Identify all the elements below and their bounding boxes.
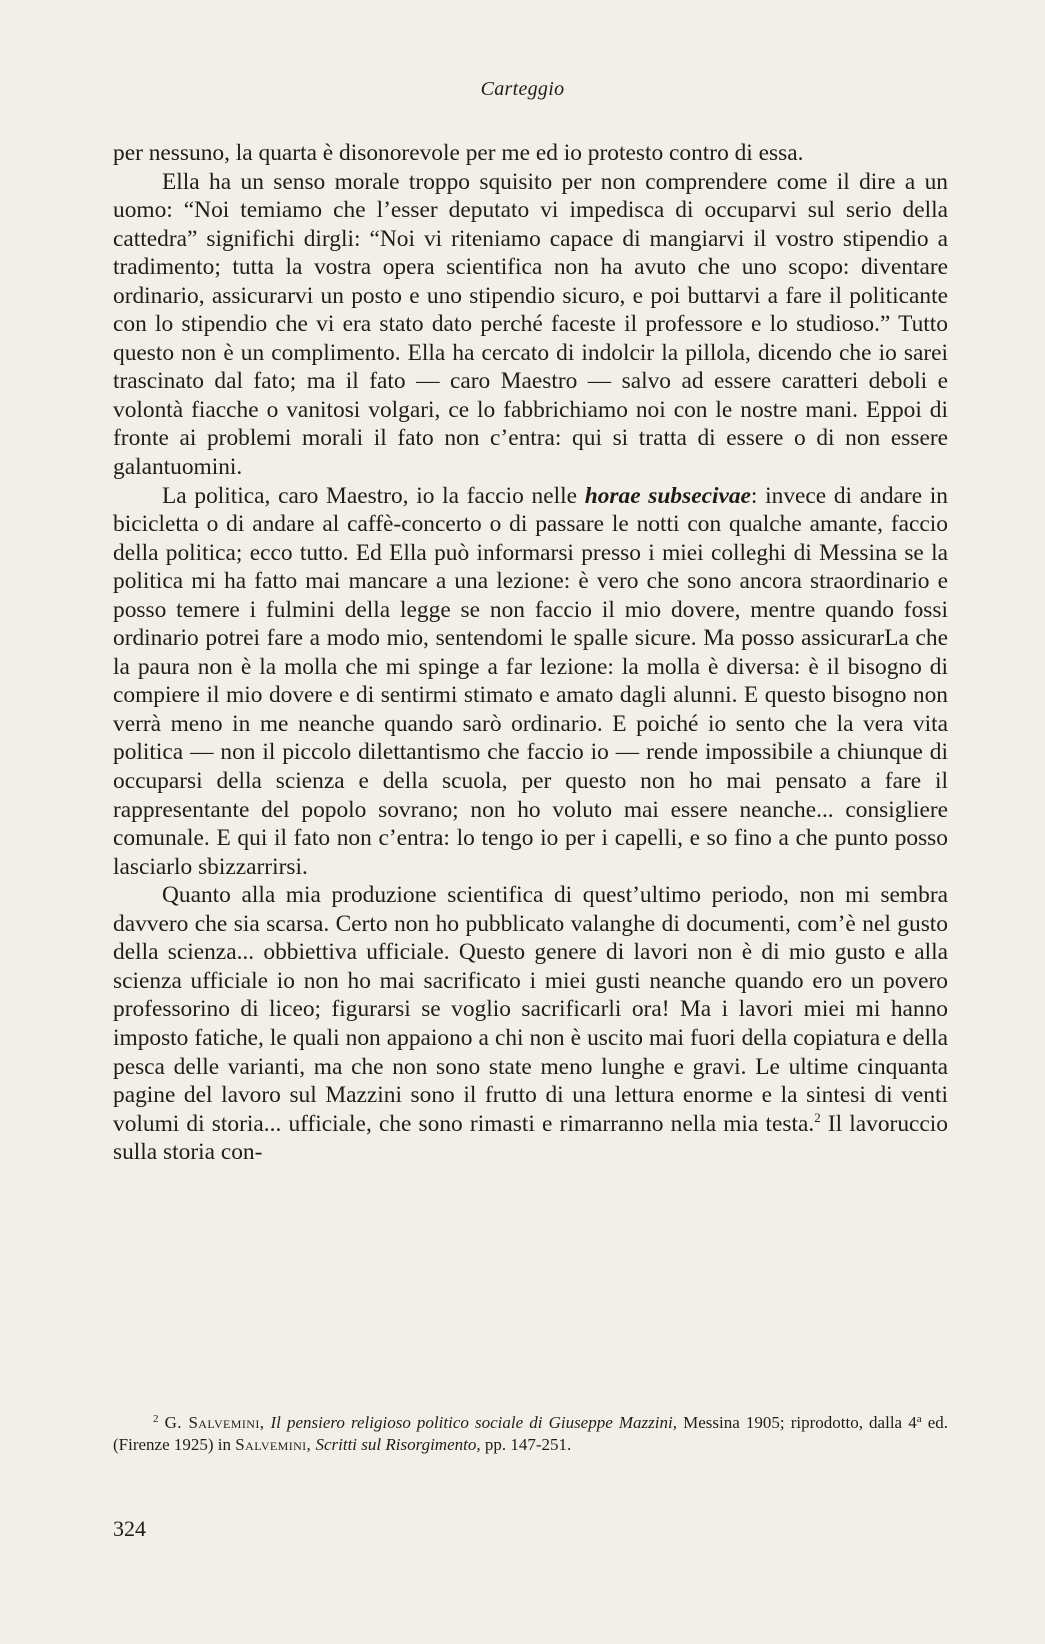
footnote-reference: 2 [814, 1109, 821, 1125]
paragraph-2: Ella ha un senso morale troppo squisito per non comprendere come il dire a un uomo: “Noi temiamo che l’esser deputato vi impedisca di occuparvi sul serio della cattedra” significhi dirgli: “Noi vi riteniamo capace di mangiarvi il vostro stipendio a tradimento; tutta la vostra opera scientifica non ha avuto che uno scopo: diventare ordinario, assicurarvi un posto e uno stipendio sicuro, e poi buttarvi a fare il politicante con lo stipendio che vi era stato dato perché faceste il professore e lo studioso.” Tutto questo non è un complimento. Ella ha cercato di indolcir la pillola, dicendo che io sarei trascinato dal fato; ma il fato — caro Maestro — salvo ad essere caratteri deboli e volontà fiacche o vanitosi volgari, ce lo fabbrichiamo noi con le nostre mani. Eppoi di fronte ai problemi morali il fato non c’entra: qui si tratta di essere o di non essere galantuomini. [113, 168, 948, 481]
footnote-2 [113, 1412, 948, 1456]
main-text [113, 139, 948, 1167]
paragraph-3-start: La politica, caro Maestro, io la faccio nelle [162, 482, 577, 509]
latin-phrase: horae subsecivae [584, 482, 751, 509]
paragraph-4-end: Il lavoruccio sulla storia con- [113, 1110, 948, 1166]
paragraph-4-start: Quanto alla mia produzione scientifica di quest’ultimo periodo, non mi sembra davvero che sia scarsa. Certo non ho pubblicato valanghe di documenti, com’è nel gusto della scienza... obbiettiva ufficiale. Questo genere di lavori non è di mio gusto e alla scienza ufficiale io non ho mai sacrificato i miei gusti neanche quando ero un povero professorino di liceo; figurarsi se voglio sacrificarli ora! Ma i lavori miei mi hanno imposto fatiche, le quali non appaiono a chi non è uscito mai fuori della copiatura e della pesca delle varianti, ma che non sono state meno lunghe e gravi. Le ultime cinquanta pagine del lavoro sul Mazzini sono il frutto di una lettura enorme e la sintesi di venti volumi di storia... ufficiale, che sono rimasti e rimarranno nella mia testa. [113, 882, 948, 1137]
footnote-author-1: G. Salvemini, [164, 1413, 265, 1432]
footnote-title-1: Il pensiero religioso politico sociale di Giuseppe Mazzini, [270, 1413, 677, 1432]
paragraph-3-rest: : invece di andare in bicicletta o di andare al caffè-concerto o di passare le notti con qualche amante, faccio della politica; ecco tutto. Ed Ella può informarsi presso i miei colleghi di Messina se la politica mi ha fatto mai mancare a una lezione: è vero che sono ancora straordinario e posso temere i fulmini della legge se non faccio il mio dovere, mentre quando fossi ordinario potrei fare a modo mio, sentendomi le spalle sicure. Ma posso assicurarLa che la paura non è la molla che mi spinge a far lezione: la molla è diversa: è il bisogno di compiere il mio dovere e di sentirmi stimato e amato dagli alunni. E questo bisogno non verrà meno in me neanche quando sarò ordinario. E poiché io sento che la vera vita politica — non il piccolo dilettantismo che faccio io — rende impossibile a chiunque di occuparsi della scienza e della scuola, per questo non ho mai pensato a fare il rappresentante del popolo sovrano; non ho voluto mai essere neanche... consigliere comunale. E qui il fato non c’entra: lo tengo io per i capelli, e so fino a che punto posso lasciarlo sbizzarrirsi. [113, 482, 948, 880]
footnote-title-2: Scritti sul Risorgimento, [311, 1435, 481, 1454]
footnote [113, 1412, 948, 1456]
footnote-marker: 2 [153, 1413, 159, 1425]
footnote-publication-1: Messina 1905; riprodotto, dalla 4 [676, 1413, 917, 1432]
footnote-pages: pp. 147-251. [480, 1435, 572, 1454]
running-header: Carteggio [480, 78, 565, 100]
paragraph-4 [113, 881, 948, 1166]
paragraph-3 [113, 482, 948, 882]
footnote-author-2: Salvemini, [235, 1435, 312, 1454]
page-number: 324 [113, 1516, 146, 1541]
edition-superscript: a [916, 1413, 922, 1425]
paragraph-1: per nessuno, la quarta è disonorevole per me ed io protesto contro di essa. [113, 140, 804, 166]
footnote-publication-2: ed. (Firenze 1925) in [113, 1413, 948, 1454]
